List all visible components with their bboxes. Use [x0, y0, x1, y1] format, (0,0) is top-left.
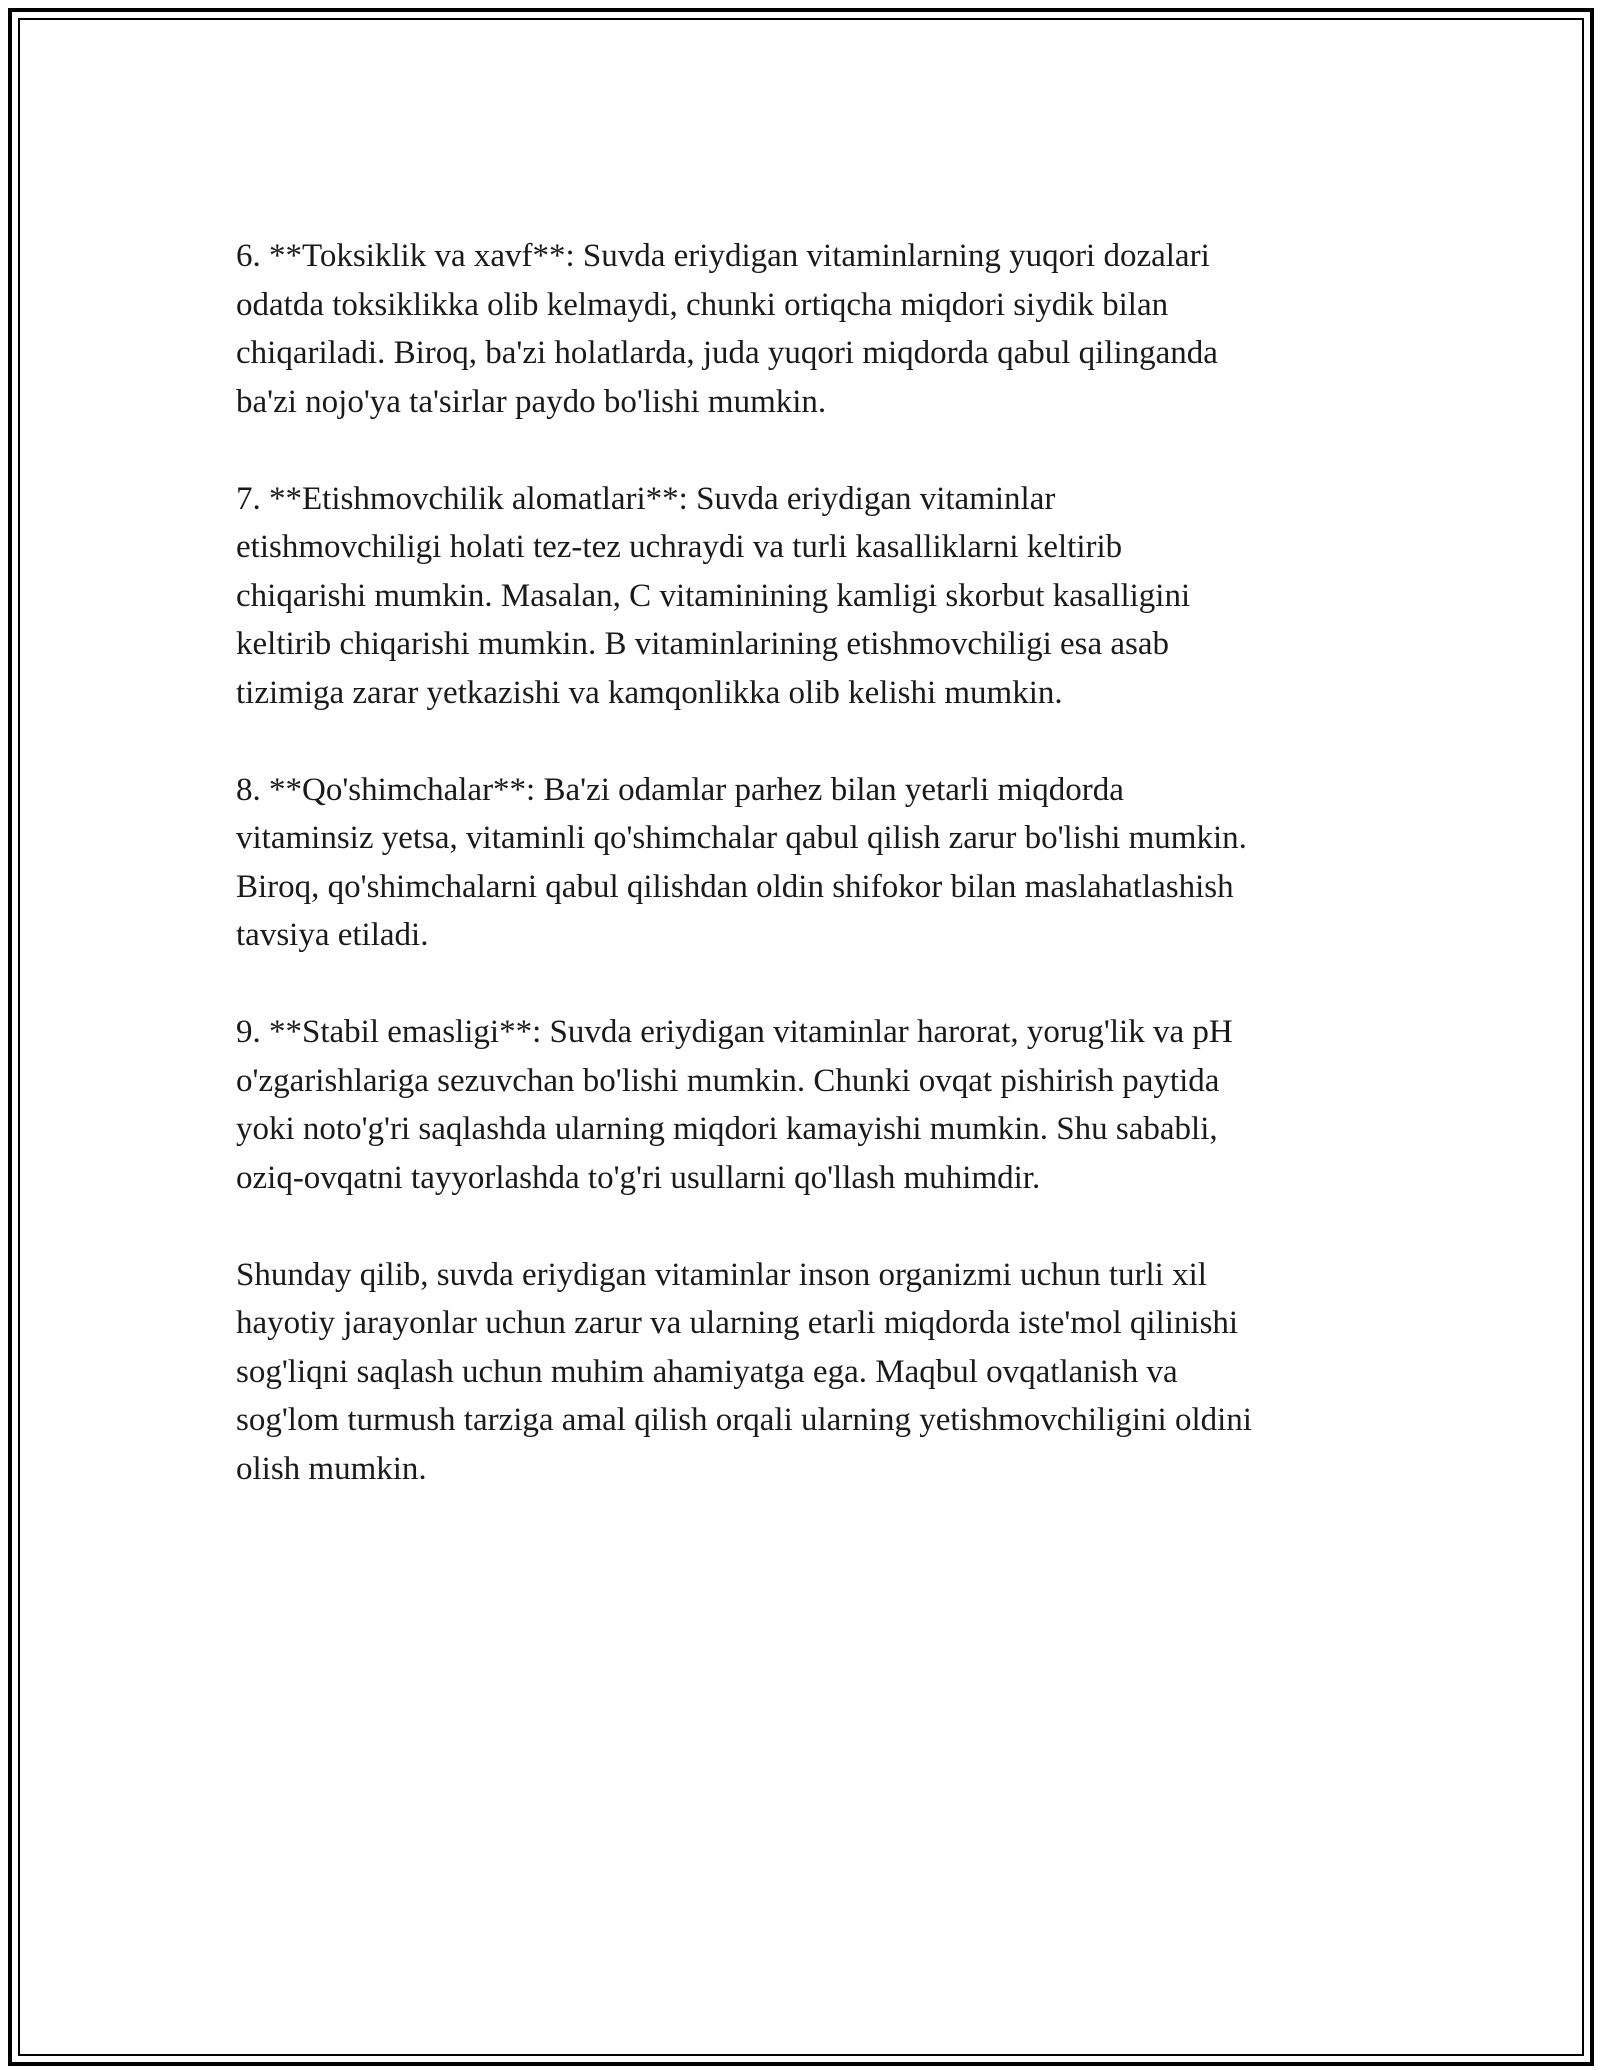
- paragraph-stability: 9. **Stabil emasligi**: Suvda eriydigan vitaminlar harorat, yorug'lik va pH o'zgarishlariga sezuvchan bo'lishi mumkin. Chunki ovqat pishirish paytida yoki noto'g'ri saqlashda ularning miqdori kamayishi mumkin. Shu sababli, oziq-ovqatni tayyorlashda to'g'ri usullarni qo'llash muhimdir.: [236, 1014, 1233, 1196]
- paragraph-conclusion: Shunday qilib, suvda eriydigan vitaminlar inson organizmi uchun turli xil hayotiy jarayonlar uchun zarur va ularning etarli miqdorda iste'mol qilinishi sog'liqni saqlash uchun muhim ahamiyatga ega. Maqbul ovqatlanish va sog'lom turmush tarziga amal qilish orqali ularning yetishmovchiligini oldini olish mumkin.: [236, 1256, 1252, 1487]
- document-body: [236, 232, 1376, 1542]
- paragraph-toxicity: 6. **Toksiklik va xavf**: Suvda eriydigan vitaminlarning yuqori dozalari odatda toksiklikka olib kelmaydi, chunki ortiqcha miqdori siydik bilan chiqariladi. Biroq, ba'zi holatlarda, juda yuqori miqdorda qabul qilinganda ba'zi nojo'ya ta'sirlar paydo bo'lishi mumkin.: [236, 238, 1218, 420]
- paragraph-deficiency-symptoms: 7. **Etishmovchilik alomatlari**: Suvda eriydigan vitaminlar etishmovchiligi holati tez-tez uchraydi va turli kasalliklarni keltirib chiqarishi mumkin. Masalan, C vitaminining kamligi skorbut kasalligini keltirib chiqarishi mumkin. B vitaminlarining etishmovchiligi esa asab tizimiga zarar yetkazishi va kamqonlikka olib kelishi mumkin.: [236, 480, 1191, 711]
- paragraph-supplements: 8. **Qo'shimchalar**: Ba'zi odamlar parhez bilan yetarli miqdorda vitaminsiz yetsa, vitaminli qo'shimchalar qabul qilish zarur bo'lishi mumkin. Biroq, qo'shimchalarni qabul qilishdan oldin shifokor bilan maslahatlashish tavsiya etiladi.: [236, 771, 1247, 953]
